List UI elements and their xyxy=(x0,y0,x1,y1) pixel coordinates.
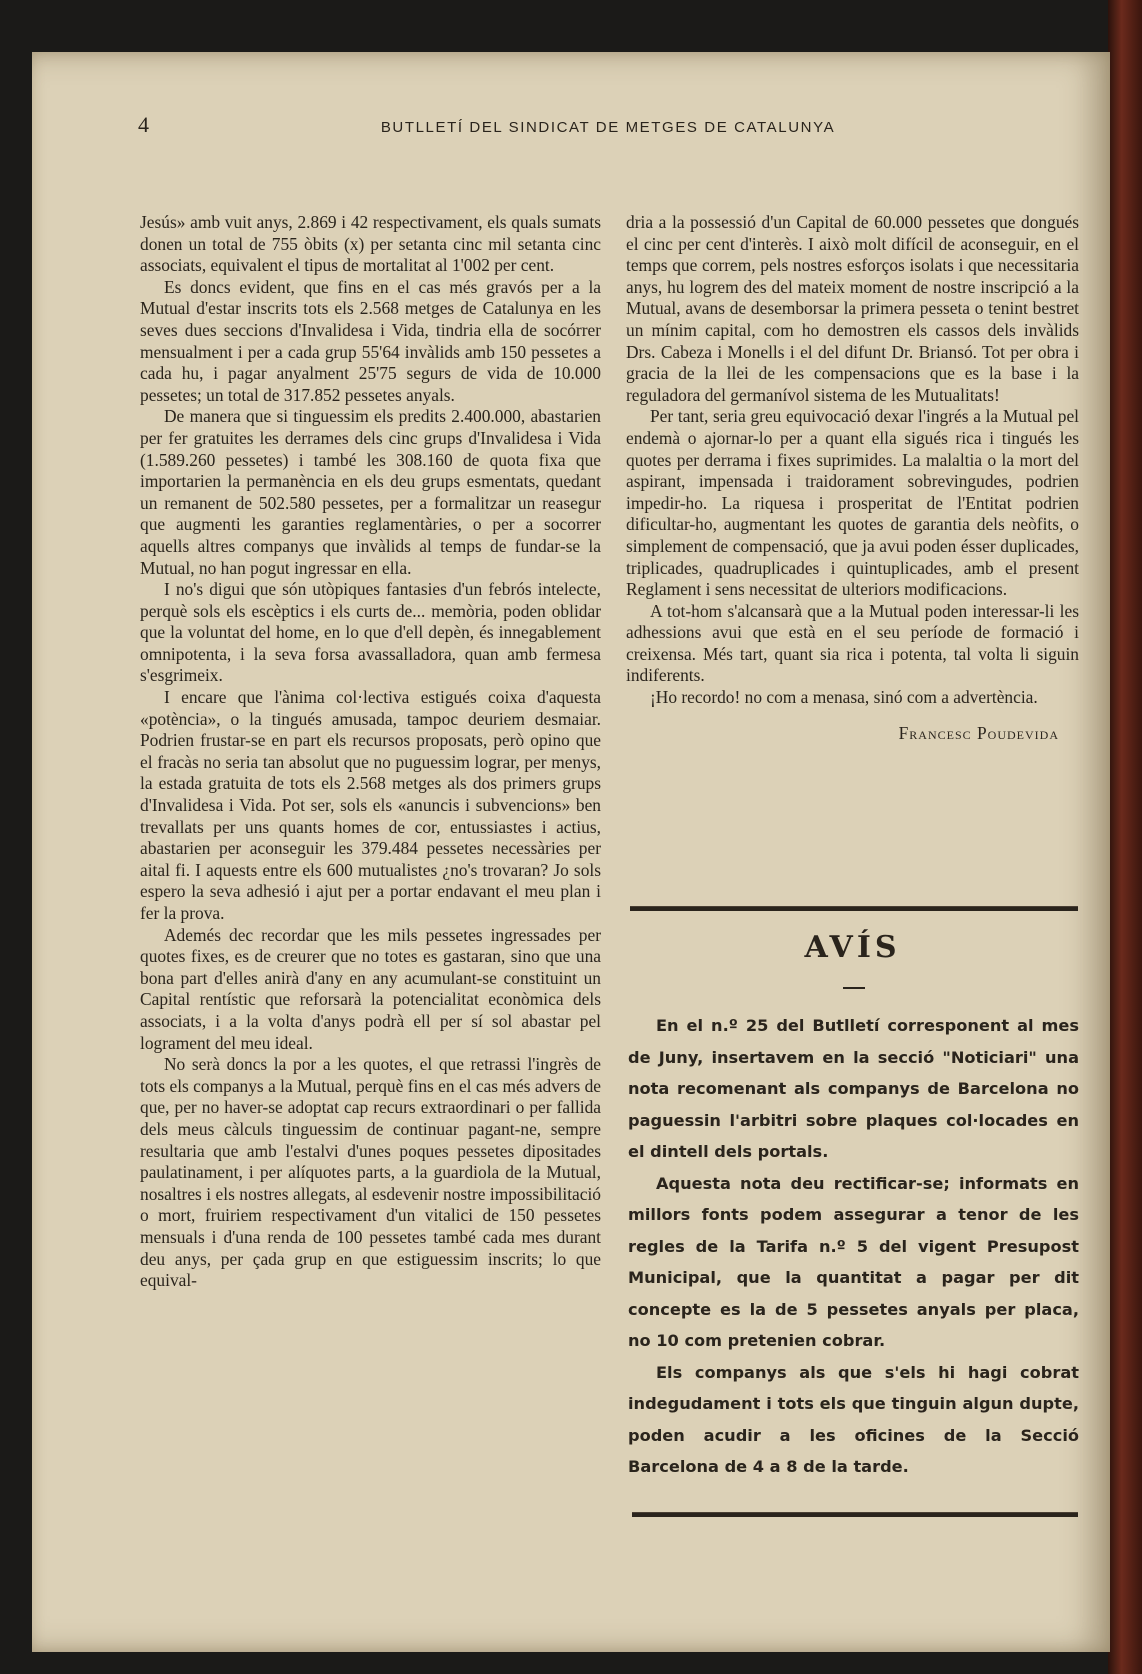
notice-paragraph: Els companys als que s'els hi hagi cobrat indegudament i tots els que tinguin algun dupte, poden acudir a les oficines de la Secció Barcelona de 4 a 8 de la tarde. xyxy=(628,1362,1079,1476)
author-signature: Francesc Poudevida xyxy=(898,722,1059,743)
divider-rule xyxy=(632,1512,1078,1517)
running-header xyxy=(138,112,1078,146)
paragraph: dria a la possessió d'un Capital de 60.000 pessetes que dongués el cinc per cent d'interès. I això molt difícil de aconseguir, en el temps que correm, pels nostres esforços isolats i que necessitaria anys, hu logrem des del mateix moment de nostre inscripció a la Mutual, avans de desemborsar la primera pesseta o tenint bestret un mínim capital, com ho demostren els cassos dels invàlids Drs. Cabeza i Monells i el del difunt Dr. Briansó. Tot per obra i gracia de la llei de les compensacions que es la base i la reguladora del germanívol sistema de les Mutualitats! xyxy=(626,212,1079,405)
running-title: BUTLLETÍ DEL SINDICAT DE METGES DE CATALUNYA xyxy=(380,119,836,136)
paragraph: I no's digui que són utòpiques fantasies d'un febrós intelecte, perquè sols els escèptics i els curts de... memòria, poden oblidar que la voluntat del home, en lo que d'ell depèn, és innegablement omnipotenta, i la seva forsa avassalladora, quan amb fermesa s'esgrimeix. xyxy=(140,579,601,686)
paragraph: ¡Ho recordo! no com a menasa, sinó com a advertència. xyxy=(650,687,1038,708)
paragraph: Jesús» amb vuit anys, 2.869 i 42 respectivament, els quals sumats donen un total de 755 òbits (x) per setanta cinc mil setanta cinc associats, equivalent el tipus de mortalitat al 1'002 per cent. xyxy=(140,212,601,276)
left-column xyxy=(140,212,601,1292)
paragraph: Ademés dec recordar que les mils pessetes ingressades per quotes fixes, es de creurer que no totes es gastaran, sino que una bona part d'elles anirà d'any en any acumulant-se constituint un Capital rentístic que reforsarà la potencialitat econòmica dels associats, i a la volta d'anys podrà ell per sí sol abastar pel lograment del meu ideal. xyxy=(140,924,601,1053)
notice-title: AVÍS xyxy=(804,930,901,965)
notice-body xyxy=(628,1010,1079,1483)
paragraph: A tot-hom s'alcansarà que a la Mutual poden interessar-li les adhessions avui que està en el seu període de formació i creixensa. Més tart, quant sia rica i potenta, tal volta li siguin indiferents. xyxy=(626,600,1079,686)
paragraph: De manera que si tinguessim els predits 2.400.000, abastarien per fer gratuites les derrames dels cinc grups d'Invalidesa i Vida (1.589.260 pessetes) i també les 308.160 de quota fixa que importarien la permanència en els deu grups esmentats, quedant un remanent de 502.580 pessetes, per a formalitzar un reasegur que augmenti les garanties reglamentàries, o per a socorrer aquells altres companys que invàlids al temps de fundar-se la Mutual, no han pogut ingressar en ella. xyxy=(140,406,601,578)
book-spine xyxy=(1108,0,1142,1674)
paragraph: Per tant, seria greu equivocació dexar l'ingrés a la Mutual pel endemà o ajornar-lo per a quant ella sigués rica i tingués les quotes per derrama i fixes suprimides. La malaltia o la mort del aspirant, impensada i traidorament sobrevingudes, podrien impedir-ho. La riquesa i prosperitat de l'Entitat podrien dificultar-ho, augmentant les quotes de garantia dels neòfits, o simplement de compensació, que ja avui poden ésser duplicades, triplicades, quadruplicades i quintuplicades, amb el present Reglament i sens necessitat de ulteriors modificacions. xyxy=(626,406,1079,600)
title-dash xyxy=(843,987,865,989)
paragraph: Es doncs evident, que fins en el cas més gravós per a la Mutual d'estar inscrits tots els 2.568 metges de Catalunya en les seves dues seccions d'Invalidesa i Vida, tindria ella de socórrer mensualment i per a cada grup 55'64 invàlids amb 150 pessetes a cada hu, i pagar anyalment 25'75 segurs de vida de 10.000 pessetes; un total de 317.852 pessetes anyals. xyxy=(140,276,601,405)
notice-paragraph: En el n.º 25 del Butlletí corresponent al mes de Juny, insertavem en la secció "Noticiari" una nota recomenant als companys de Barcelona no paguessin l'arbitri sobre plaques col·locades en el dintell dels portals. xyxy=(628,1016,1079,1161)
page-number: 4 xyxy=(138,112,149,137)
divider-rule xyxy=(630,906,1078,911)
notice-paragraph: Aquesta nota deu rectificar-se; informats en millors fonts podem assegurar a tenor de les regles de la Tarifa n.º 5 del vigent Presupost Municipal, que la quantitat a pagar per dit concepte es la de 5 pessetes anyals per placa, no 10 com pretenien cobrar. xyxy=(628,1173,1079,1350)
right-column xyxy=(626,212,1079,744)
paragraph: I encare que l'ànima col·lectiva estigués coixa d'aquesta «potència», o la tingués amusada, tampoc deuriem desmaiar. Podrien frustar-se en part els recursos proposats, però opino que el fracàs no seria tan absolut que no puguessim lograr, per menys, la estada gratuita de tots els 2.568 metges als dos primers grups d'Invalidesa i Vida. Pot ser, sols els «anuncis i subvencions» ben trevallats per uns quants homes de cor, entussiastes i actius, abastarien per aconseguir les 379.484 pessetes necessàries per aital fi. I aquests entre els 600 mutualistes ¿no's trovaran? Jo sols espero la seva adhesió i ajut per a portar endavant el meu plan i fer la prova. xyxy=(140,687,601,923)
paragraph: No serà doncs la por a les quotes, el que retrassi l'ingrès de tots els companys a la Mutual, perquè fins en el cas més advers de que, per no haver-se adoptat cap recurs extraordinari o per fallida dels meus càlculs tinguessim de continuar pagant-ne, sempre resultaria que amb l'estalvi d'unes poques pessetes dipositades paulatinament, i per alíquotes parts, a la guardiola de la Mutual, nosaltres i els nostres allegats, al esdevenir nostre impossibilitació o mort, fruiriem respectivament d'un vitalici de 150 pessetes mensuals i d'una renda de 100 pessetes també cada mes durant deu anys, per çada grup en que estiguessim inscrits; lo que equival- xyxy=(140,1054,601,1291)
